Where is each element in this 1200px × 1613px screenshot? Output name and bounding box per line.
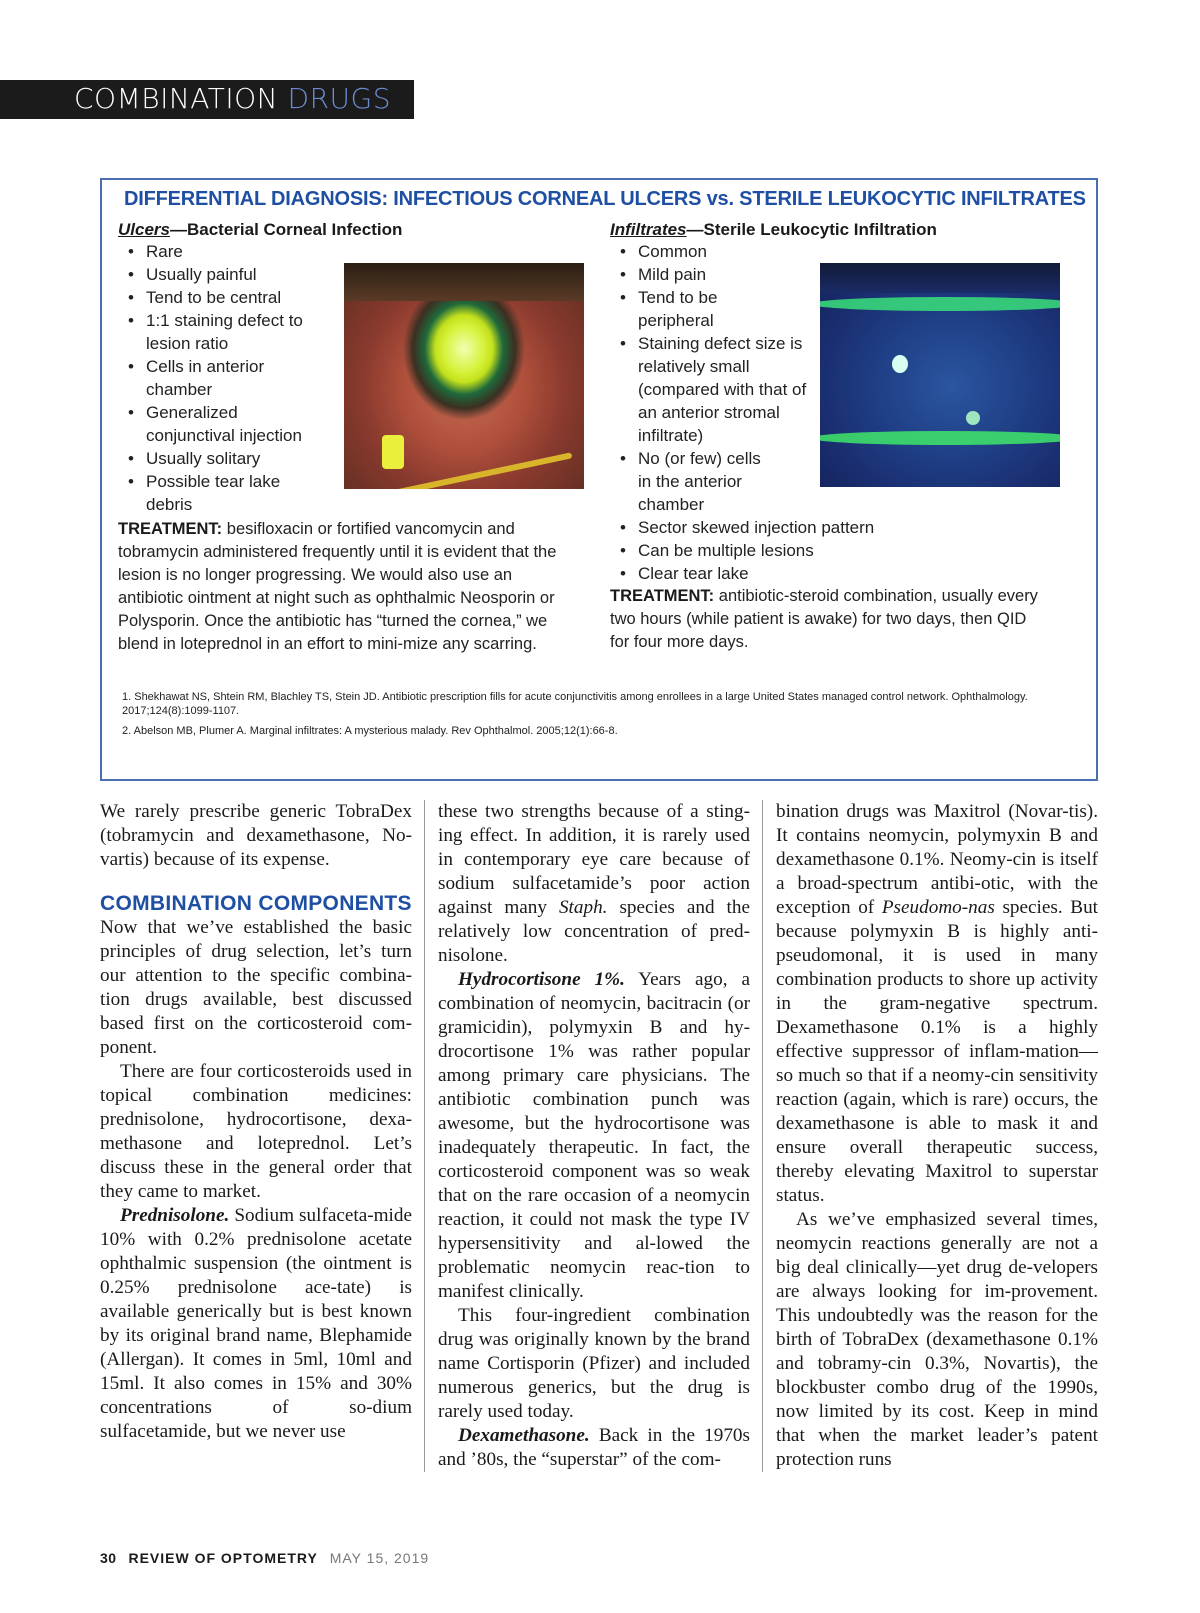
article-column-1: [100, 800, 412, 1444]
paragraph-text: Years ago, a combination of neomycin, bacitracin (or gramicidin), polymyxin B and hy-drocortisone 1% was rather popular among primary care physicians. The antibiotic combination punch was awesome, but the hydrocortisone was inadequately therapeutic. In fact, the corticosteroid component was so weak that on the rare occasion of a neomycin reaction, it could not mask the type IV hypersensitivity and al-lowed the problematic neomycin reac-tion to manifest clinically.: [438, 969, 750, 1302]
ulcers-heading-rest: —Bacterial Corneal Infection: [169, 220, 403, 239]
list-item: • Usually painful: [118, 263, 318, 286]
list-item: • No (or few) cells in the anterior chamber: [610, 447, 770, 516]
list-item: • Sector skewed injection pattern: [610, 516, 910, 539]
paragraph: [438, 800, 750, 968]
page-number: 30: [100, 1550, 117, 1566]
paragraph-text: species and the relatively low concentration of pred-nisolone.: [438, 897, 750, 966]
reference-2: 2. Abelson MB, Plumer A. Marginal infiltrates: A mysterious malady. Rev Ophthalmol. 2005;12(1):66-8.: [122, 725, 618, 737]
section-header: [0, 80, 414, 119]
paragraph-text: species. But because polymyxin B is highly anti-pseudomonal, it is used in many combination products to shore up activity in the gram-negative spectrum. Dexamethasone 0.1% is a highly effective suppressor of inflam-mation—so much so that if a neomy-cin sensitivity reaction (again, which is rare) occurs, the dexamethasone is able to mask it and ensure overall therapeutic success, thereby elevating Maxitrol to superstar status.: [776, 897, 1098, 1206]
page-footer: [100, 1550, 429, 1566]
leukocytic-infiltrate-photo: [820, 263, 1060, 487]
ulcers-bullet-list: [118, 240, 318, 516]
lead-in-hydrocortisone: Hydrocortisone 1%.: [458, 969, 625, 990]
list-item: • Clear tear lake: [610, 562, 910, 585]
infiltrates-treatment-label: TREATMENT:: [610, 587, 715, 605]
italic-term: Pseudomo-nas: [881, 897, 995, 918]
paragraph: There are four corticosteroids used in topical combination medicines: prednisolone, hydrocortisone, dexa-methasone and loteprednol. Let’s discuss these in the general order that they came to market.: [100, 1061, 412, 1202]
paragraph: [438, 968, 750, 1304]
sidebar-title: DIFFERENTIAL DIAGNOSIS: INFECTIOUS CORNEAL ULCERS vs. STERILE LEUKOCYTIC INFILTRATES: [124, 188, 1086, 210]
paragraph-text: these two strengths because of a sting-ing effect. In addition, it is rarely used in contemporary eye care because of sodium sulfacetamide’s poor action against many: [438, 801, 750, 918]
ulcers-heading: [118, 220, 402, 240]
list-item: • Mild pain: [610, 263, 910, 286]
paragraph: [438, 1424, 750, 1472]
corneal-ulcer-photo: [344, 263, 584, 489]
column-divider: [762, 800, 763, 1472]
paragraph: We rarely prescribe generic TobraDex (tobramycin and dexamethasone, No-vartis) because of its expense.: [100, 801, 412, 870]
paragraph: This four-ingredient combination drug was originally known by the brand name Cortisporin (Pfizer) and included numerous generics, but the drug is rarely used today.: [438, 1305, 750, 1422]
paragraph: As we’ve emphasized several times, neomycin reactions generally are not a big deal clinically—yet drug de-velopers are always looking for im-provement. This undoubtedly was the reason for the birth of TobraDex (dexamethasone 0.1% and tobramy-cin 0.3%, Novartis), the blockbuster combo drug of the 1990s, now limited by its cost. Keep in mind that when the market leader’s patent protection runs: [776, 1209, 1098, 1470]
ulcers-treatment: [118, 518, 558, 656]
list-item: • Generalized conjunctival injection: [118, 401, 318, 447]
article-column-2: [438, 800, 750, 1472]
infiltrates-heading: [610, 220, 937, 240]
paragraph-text: bination drugs was Maxitrol (Novar-tis). It contains neomycin, polymyxin B and dexamethasone 0.1%. Neomy-cin is itself a broad-spectrum antibi-otic, with the exception of: [776, 801, 1098, 918]
infiltrates-heading-italic: Infiltrates: [610, 220, 687, 239]
magazine-name: REVIEW OF OPTOMETRY: [128, 1550, 318, 1566]
paragraph: [776, 800, 1098, 1208]
issue-date: MAY 15, 2019: [329, 1550, 430, 1566]
ulcers-treatment-label: TREATMENT:: [118, 520, 223, 538]
list-item: • Tend to be peripheral: [610, 286, 770, 332]
list-item: • Common: [610, 240, 910, 263]
paragraph-text: Sodium sulfaceta-mide 10% with 0.2% prednisolone acetate ophthalmic suspension (the ointment is 0.25% prednisolone ace-tate) is available generically but is best known by its original brand name, Blephamide (Allergan). It comes in 5ml, 10ml and 15ml. It also comes in 15% and 30% concentrations of so-dium sulfacetamide, but we never use: [100, 1205, 412, 1442]
list-item: • Cells in anterior chamber: [118, 355, 318, 401]
ulcers-treatment-text: besifloxacin or fortified vancomycin and tobramycin administered frequently until it is evident that the lesion is no longer progressing. We would also use an antibiotic ointment at night such as ophthalmic Neosporin or Polysporin. Once the antibiotic has “turned the cornea,” we blend in loteprednol in an effort to mini-mize any scarring.: [118, 520, 557, 653]
column-divider: [424, 800, 425, 1472]
list-item: • 1:1 staining defect to lesion ratio: [118, 309, 318, 355]
lead-in-dexamethasone: Dexamethasone.: [458, 1425, 590, 1446]
infiltrates-treatment: [610, 585, 1050, 654]
list-item: • Rare: [118, 240, 318, 263]
list-item: • Tend to be central: [118, 286, 318, 309]
section-heading: COMBINATION COMPONENTS: [100, 892, 412, 915]
infiltrates-heading-rest: —Sterile Leukocytic Infiltration: [686, 220, 937, 239]
list-item: • Can be multiple lesions: [610, 539, 910, 562]
paragraph: [100, 1204, 412, 1444]
article-column-3: [776, 800, 1098, 1472]
infiltrates-treatment-text: antibiotic-steroid combination, usually every two hours (while patient is awake) for two days, then QID for four more days.: [610, 587, 1038, 651]
list-item: • Usually solitary: [118, 447, 318, 470]
list-item: • Staining defect size is relatively small (compared with that of an anterior stromal infiltrate): [610, 332, 810, 447]
italic-term: Staph.: [558, 897, 608, 918]
section-title: [74, 82, 391, 115]
ulcers-heading-italic: Ulcers: [118, 220, 170, 239]
paragraph: Now that we’ve established the basic principles of drug selection, let’s turn our attention to the specific combina-tion drugs available, best discussed based first on the corticosteroid com-ponent.: [100, 917, 412, 1058]
list-item: • Possible tear lake debris: [118, 470, 318, 516]
reference-1: 1. Shekhawat NS, Shtein RM, Blachley TS, Stein JD. Antibiotic prescription fills for acute conjunctivitis among enrollees in a large United States managed control network. Ophthalmology. 2017;124(8):1099-1107.: [122, 691, 1028, 717]
lead-in-prednisolone: Prednisolone.: [120, 1205, 230, 1226]
differential-diagnosis-sidebar: [100, 178, 1098, 781]
paragraph-text: Back in the 1970s and ’80s, the “superstar” of the com-: [438, 1425, 750, 1470]
section-title-word2: DRUGS: [287, 82, 392, 115]
section-title-word1: COMBINATION: [74, 82, 279, 115]
